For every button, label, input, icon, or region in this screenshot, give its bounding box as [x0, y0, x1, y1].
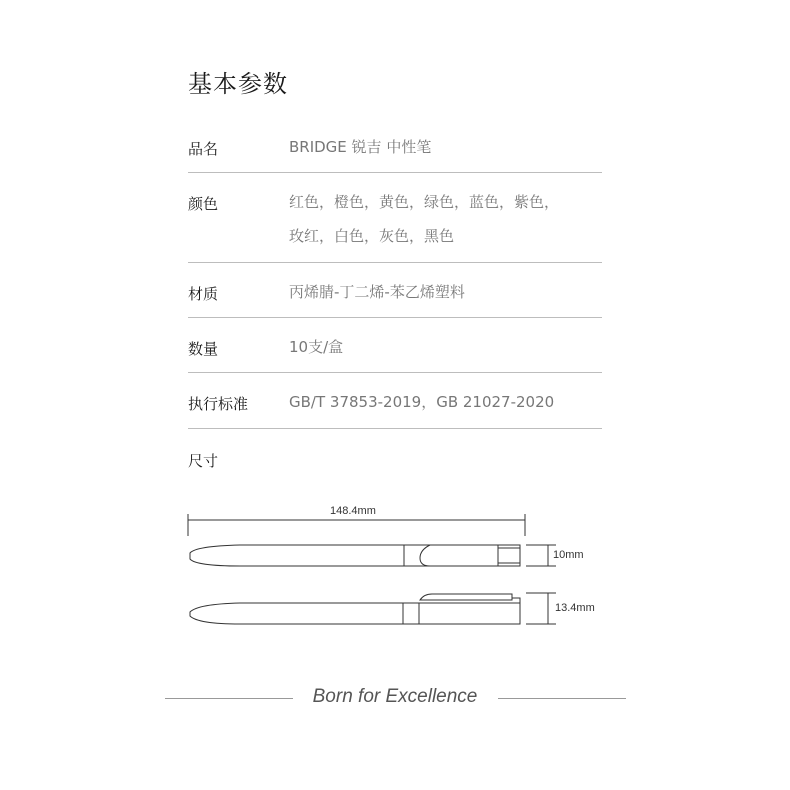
length-label: 148.4mm: [330, 505, 376, 517]
pen-side-grip: [403, 603, 419, 624]
spec-value: GB/T 37853-2019，GB 21027-2020: [289, 393, 555, 411]
spec-value: BRIDGE 锐吉 中性笔: [289, 138, 432, 156]
spec-label: 尺寸: [188, 452, 219, 470]
spec-label: 材质: [188, 285, 219, 303]
diameter-label: 10mm: [553, 549, 584, 561]
spec-value: 丙烯腈-丁二烯-苯乙烯塑料: [289, 283, 465, 301]
pen-top-clip: [420, 545, 498, 566]
spec-label: 执行标准: [188, 395, 249, 413]
pen-side-body: [190, 603, 520, 624]
spec-label: 数量: [188, 340, 219, 358]
slogan: Born for Excellence: [312, 686, 478, 707]
spec-label: 颜色: [188, 195, 219, 213]
page-title: 基本参数: [188, 70, 288, 98]
spec-value-line: 红色，橙色，黄色，绿色，蓝色，紫色，: [289, 193, 560, 211]
pen-side-clip: [420, 594, 512, 600]
pen-top-button: [498, 548, 520, 563]
spec-label: 品名: [188, 140, 219, 158]
clip-height-label: 13.4mm: [555, 602, 595, 614]
spec-value: 10支/盒: [289, 338, 344, 356]
slogan-rule-right: [498, 698, 626, 699]
spec-value-line: 玫红，白色，灰色，黑色: [289, 227, 455, 245]
pen-side-button: [512, 598, 520, 612]
